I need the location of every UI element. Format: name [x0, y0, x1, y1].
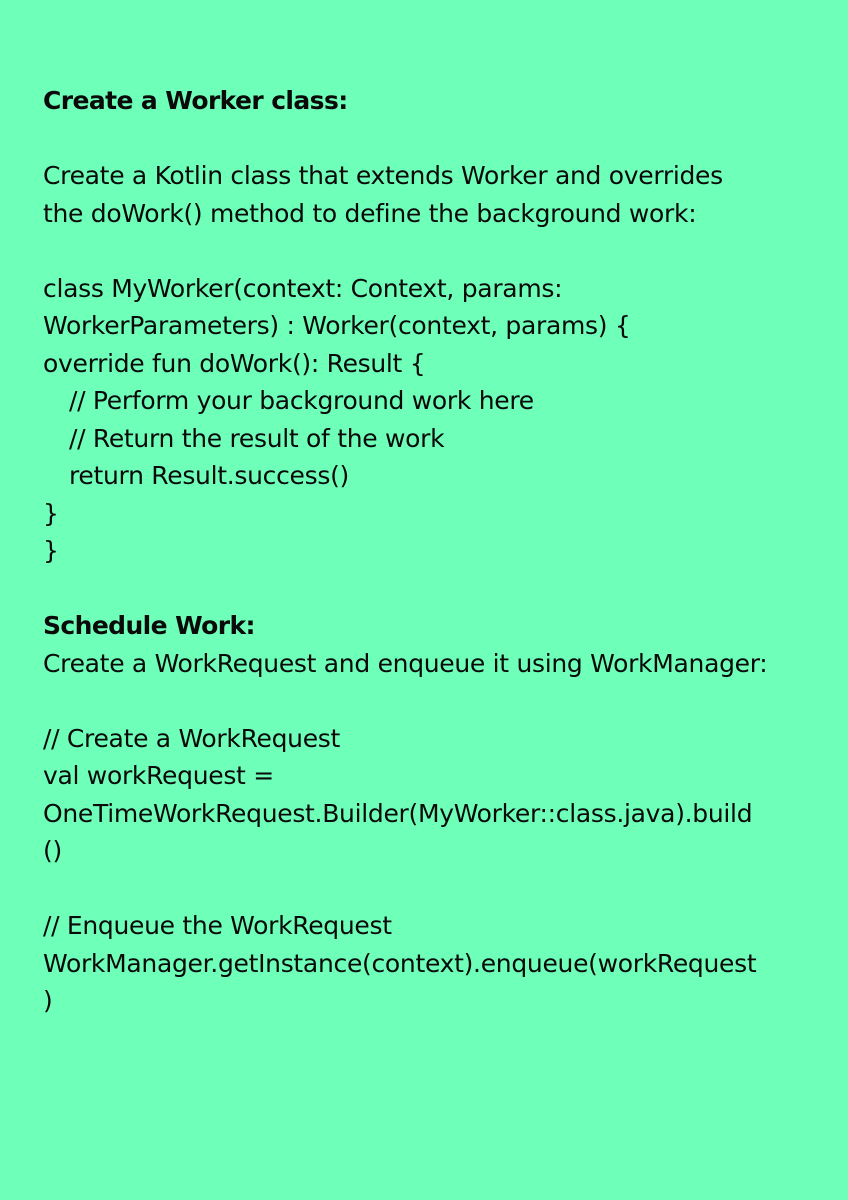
code-line: val workRequest = — [43, 761, 274, 790]
create-request-code-block — [43, 720, 848, 870]
code-line: } — [43, 536, 59, 565]
code-line: // Create a WorkRequest — [43, 723, 341, 753]
code-line: // Perform your background work here — [69, 386, 534, 415]
schedule-work-heading: Schedule Work: — [43, 611, 255, 640]
spacer — [43, 682, 848, 720]
spacer — [43, 870, 848, 908]
code-line: class MyWorker(context: Context, params: — [43, 273, 563, 303]
worker-intro-line-2: the doWork() method to define the background work: — [43, 198, 697, 228]
spacer — [43, 232, 848, 270]
spacer — [43, 120, 848, 158]
code-line: WorkManager.getInstance(context).enqueue(workRequest — [43, 948, 757, 978]
worker-intro-line-1: Create a Kotlin class that extends Worker and overrides — [43, 161, 723, 190]
code-line: () — [43, 836, 62, 865]
worker-code-block — [43, 270, 848, 570]
code-line: OneTimeWorkRequest.Builder(MyWorker::class.java).build — [43, 798, 753, 828]
code-line: return Result.success() — [69, 461, 349, 490]
code-line: WorkerParameters) : Worker(context, params) { — [43, 311, 631, 340]
spacer — [43, 570, 848, 608]
worker-class-heading: Create a Worker class: — [43, 86, 348, 115]
code-line: } — [43, 498, 59, 528]
code-line: override fun doWork(): Result { — [43, 348, 426, 378]
code-line: // Enqueue the WorkRequest — [43, 911, 392, 940]
schedule-intro: Create a WorkRequest and enqueue it using WorkManager: — [43, 648, 768, 678]
code-line: // Return the result of the work — [69, 423, 445, 453]
code-line: ) — [43, 986, 53, 1015]
enqueue-code-block — [43, 907, 848, 1020]
